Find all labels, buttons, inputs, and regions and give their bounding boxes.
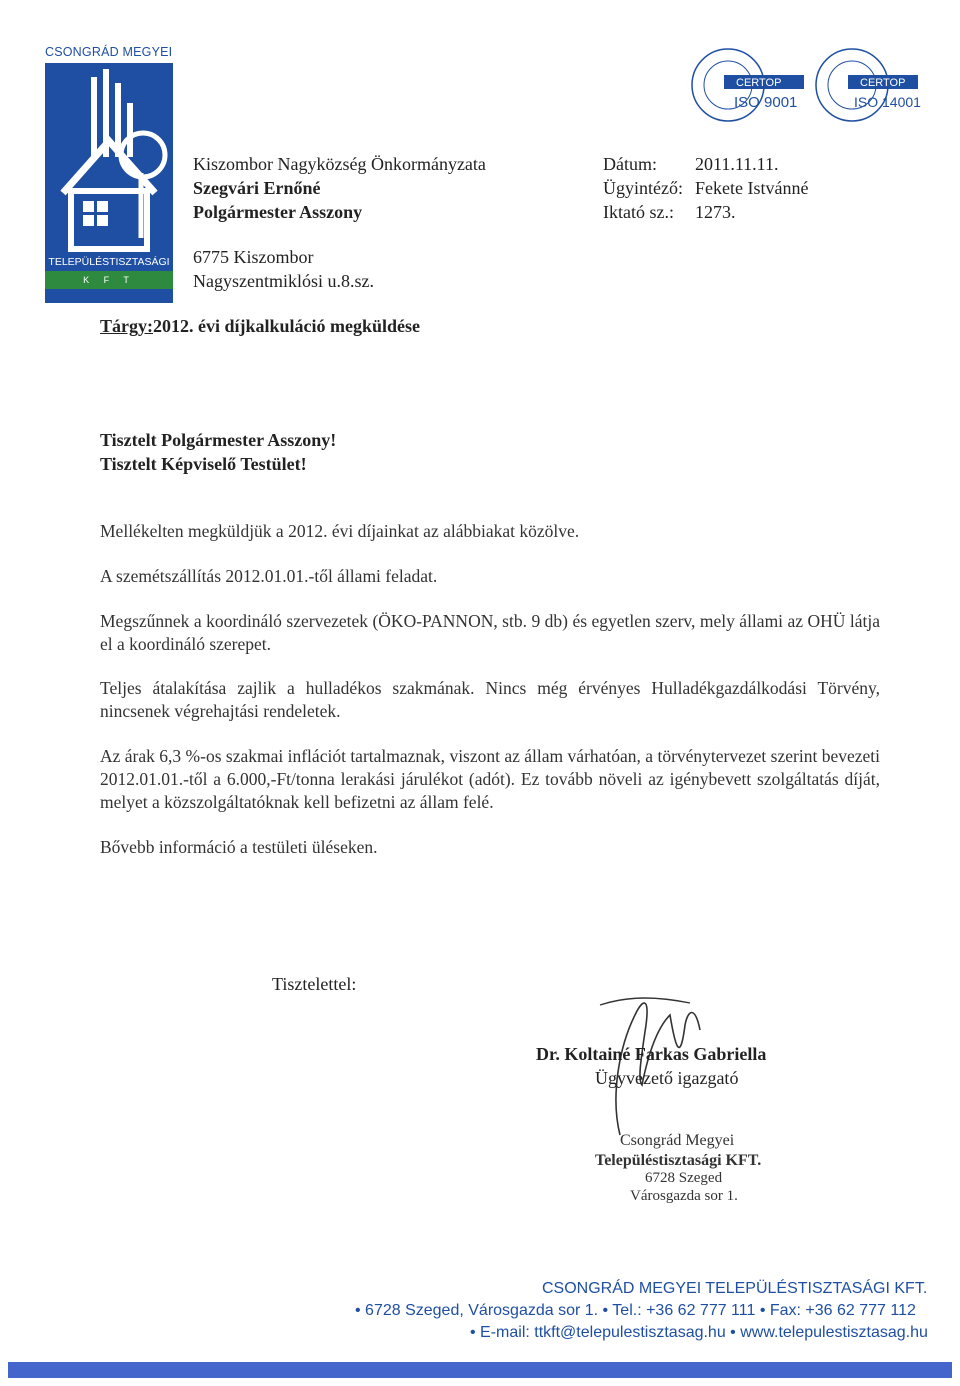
body-paragraph-3: Megszűnnek a koordináló szervezetek (ÖKO-PANNON, stb. 9 db) és egyetlen szerv, mely állami az OHÜ látja el a koordináló szerepet. xyxy=(100,611,880,654)
subject-text: 2012. évi díjkalkuláció megküldése xyxy=(153,316,421,336)
subject-label: Tárgy: xyxy=(100,316,153,336)
body-paragraph-4: Teljes átalakítása zajlik a hulladékos szakmának. Nincs még érvényes Hulladékgazdálkodási Törvény, nincsenek végrehajtási rendeletek. xyxy=(100,678,880,721)
body-paragraph-1: Mellékelten megküldjük a 2012. évi díjainkat az alábbiakat közölve. xyxy=(100,521,580,541)
closing: Tisztelettel: xyxy=(272,974,357,994)
badge-certop-text: CERTOP xyxy=(736,77,782,89)
recipient-line1: Kiszombor Nagyközség Önkormányzata xyxy=(193,154,486,174)
handler-label: Ügyintéző: xyxy=(603,178,683,198)
salutation-line2: Tisztelt Képviselő Testület! xyxy=(100,454,307,474)
recipient-line3: Polgármester Asszony xyxy=(193,202,363,222)
stamp-line1: Csongrád Megyei xyxy=(620,1132,735,1149)
stamp-line4: Városgazda sor 1. xyxy=(630,1188,738,1204)
signer-title: Ügyvezető igazgató xyxy=(595,1068,739,1088)
handler-value: Fekete Istvánné xyxy=(695,178,809,198)
iso-14001-badge xyxy=(812,45,932,125)
badge-certop-text: CERTOP xyxy=(860,77,906,89)
body-paragraph-5: Az árak 6,3 %-os szakmai inflációt tartalmaznak, viszont az állam várhatóan, a törvénytervezet szerint bevezeti 2012.01.01.-től a 6.000,-Ft/tonna lerakási járulékot (adót). Ez tovább növeli az igénybevett szolgáltatás díját, melyet a közszolgáltatóknak kell befizetni az állam felé. xyxy=(100,746,880,812)
recipient-line2: Szegvári Ernőné xyxy=(193,178,321,198)
ref-value: 1273. xyxy=(695,202,736,222)
signer-name: Dr. Koltainé Farkas Gabriella xyxy=(536,1044,767,1064)
house-tree-icon xyxy=(45,63,173,253)
footer-contact: • E-mail: ttkft@telepulestisztasag.hu • www.telepulestisztasag.hu xyxy=(470,1324,928,1341)
company-logo xyxy=(45,45,173,290)
body-paragraph-6: Bővebb információ a testületi üléseken. xyxy=(100,837,378,857)
footer-bar xyxy=(8,1362,952,1378)
recipient-address2: Nagyszentmiklósi u.8.sz. xyxy=(193,271,374,291)
certification-seal-icon xyxy=(812,45,932,125)
footer-company: CSONGRÁD MEGYEI TELEPÜLÉSTISZTASÁGI KFT. xyxy=(542,1280,928,1297)
badge-standard-text: ISO 14001 xyxy=(854,94,921,110)
date-value: 2011.11.11. xyxy=(695,154,779,174)
certification-seal-icon xyxy=(688,45,808,125)
stamp-line2: Településtisztasági KFT. xyxy=(595,1152,762,1169)
recipient-address1: 6775 Kiszombor xyxy=(193,247,314,267)
ref-label: Iktató sz.: xyxy=(603,202,674,222)
stamp-line3: 6728 Szeged xyxy=(645,1170,723,1186)
salutation-line1: Tisztelt Polgármester Asszony! xyxy=(100,430,337,450)
badge-standard-text: ISO 9001 xyxy=(734,94,798,111)
subject-line xyxy=(100,314,420,338)
date-label: Dátum: xyxy=(603,154,657,174)
logo-kft-text: K F T xyxy=(45,271,173,289)
iso-9001-badge xyxy=(688,45,808,125)
logo-top-text: CSONGRÁD MEGYEI xyxy=(45,45,173,59)
footer-address: • 6728 Szeged, Városgazda sor 1. • Tel.: +36 62 777 111 • Fax: +36 62 777 112 xyxy=(355,1302,916,1319)
body-paragraph-2: A szemétszállítás 2012.01.01.-től állami feladat. xyxy=(100,566,438,586)
logo-bottom-text: TELEPÜLÉSTISZTASÁGI xyxy=(45,253,173,271)
